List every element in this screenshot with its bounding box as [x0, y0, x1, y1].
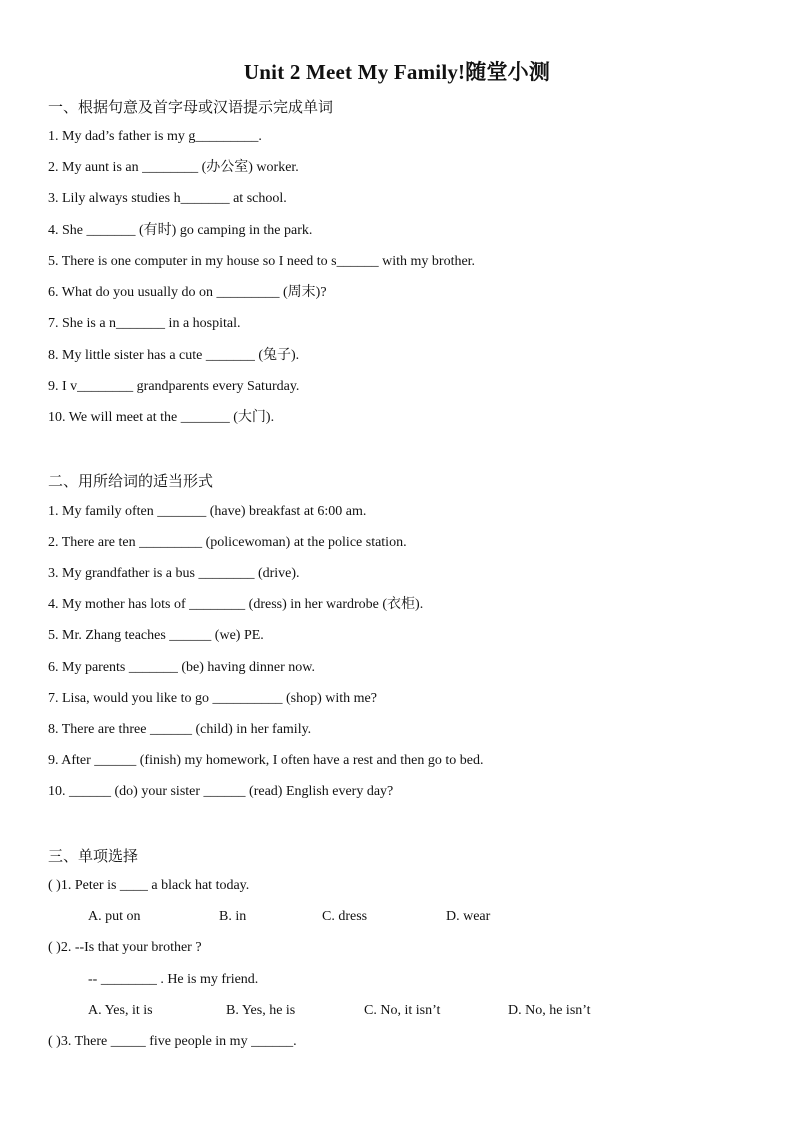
mc-reply-line: -- ________ . He is my friend.: [88, 972, 259, 987]
mc-options: [88, 1002, 628, 1020]
question-line: 6. What do you usually do on _________ (周末)?: [48, 285, 327, 300]
option-a: A. put on: [88, 909, 141, 924]
option-c: C. dress: [322, 909, 368, 924]
mc-question-stem: ( )1. Peter is ____ a black hat today.: [48, 878, 250, 893]
question-line: 5. Mr. Zhang teaches ______ (we) PE.: [48, 628, 264, 643]
question-line: 10. We will meet at the _______ (大门).: [48, 410, 275, 425]
option-d: D. No, he isn’t: [508, 1003, 591, 1018]
option-c: C. No, it isn’t: [364, 1003, 441, 1018]
question-line: 9. I v________ grandparents every Saturday.: [48, 379, 300, 394]
section-heading-2: 二、用所给词的适当形式: [48, 472, 214, 490]
mc-options: [88, 908, 608, 926]
mc-question-stem: ( )3. There _____ five people in my ______.: [48, 1034, 297, 1049]
question-line: 6. My parents _______ (be) having dinner now.: [48, 660, 315, 675]
question-line: 3. My grandfather is a bus ________ (drive).: [48, 566, 300, 581]
question-line: 3. Lily always studies h_______ at school.: [48, 191, 287, 206]
option-d: D. wear: [446, 909, 491, 924]
option-b: B. Yes, he is: [226, 1003, 296, 1018]
question-line: 7. Lisa, would you like to go __________ (shop) with me?: [48, 691, 377, 706]
question-line: 1. My dad’s father is my g_________.: [48, 129, 262, 144]
page-title: Unit 2 Meet My Family!随堂小测: [243, 60, 551, 84]
question-line: 10. ______ (do) your sister ______ (read) English every day?: [48, 784, 394, 799]
question-line: 8. My little sister has a cute _______ (兔子).: [48, 348, 300, 363]
question-line: 5. There is one computer in my house so I need to s______ with my brother.: [48, 254, 476, 269]
mc-question-stem: ( )2. --Is that your brother ?: [48, 940, 202, 955]
question-line: 2. There are ten _________ (policewoman) at the police station.: [48, 535, 407, 550]
question-line: 4. My mother has lots of ________ (dress) in her wardrobe (衣柜).: [48, 597, 424, 612]
question-line: 8. There are three ______ (child) in her family.: [48, 722, 312, 737]
question-line: 7. She is a n_______ in a hospital.: [48, 316, 241, 331]
question-line: 4. She _______ (有时) go camping in the park.: [48, 223, 313, 238]
question-line: 2. My aunt is an ________ (办公室) worker.: [48, 160, 299, 175]
section-heading-3: 三、单项选择: [48, 847, 139, 865]
option-a: A. Yes, it is: [88, 1003, 153, 1018]
question-line: 9. After ______ (finish) my homework, I often have a rest and then go to bed.: [48, 753, 484, 768]
question-line: 1. My family often _______ (have) breakfast at 6:00 am.: [48, 504, 367, 519]
section-heading-1: 一、根据句意及首字母或汉语提示完成单词: [48, 98, 334, 116]
option-b: B. in: [219, 909, 247, 924]
